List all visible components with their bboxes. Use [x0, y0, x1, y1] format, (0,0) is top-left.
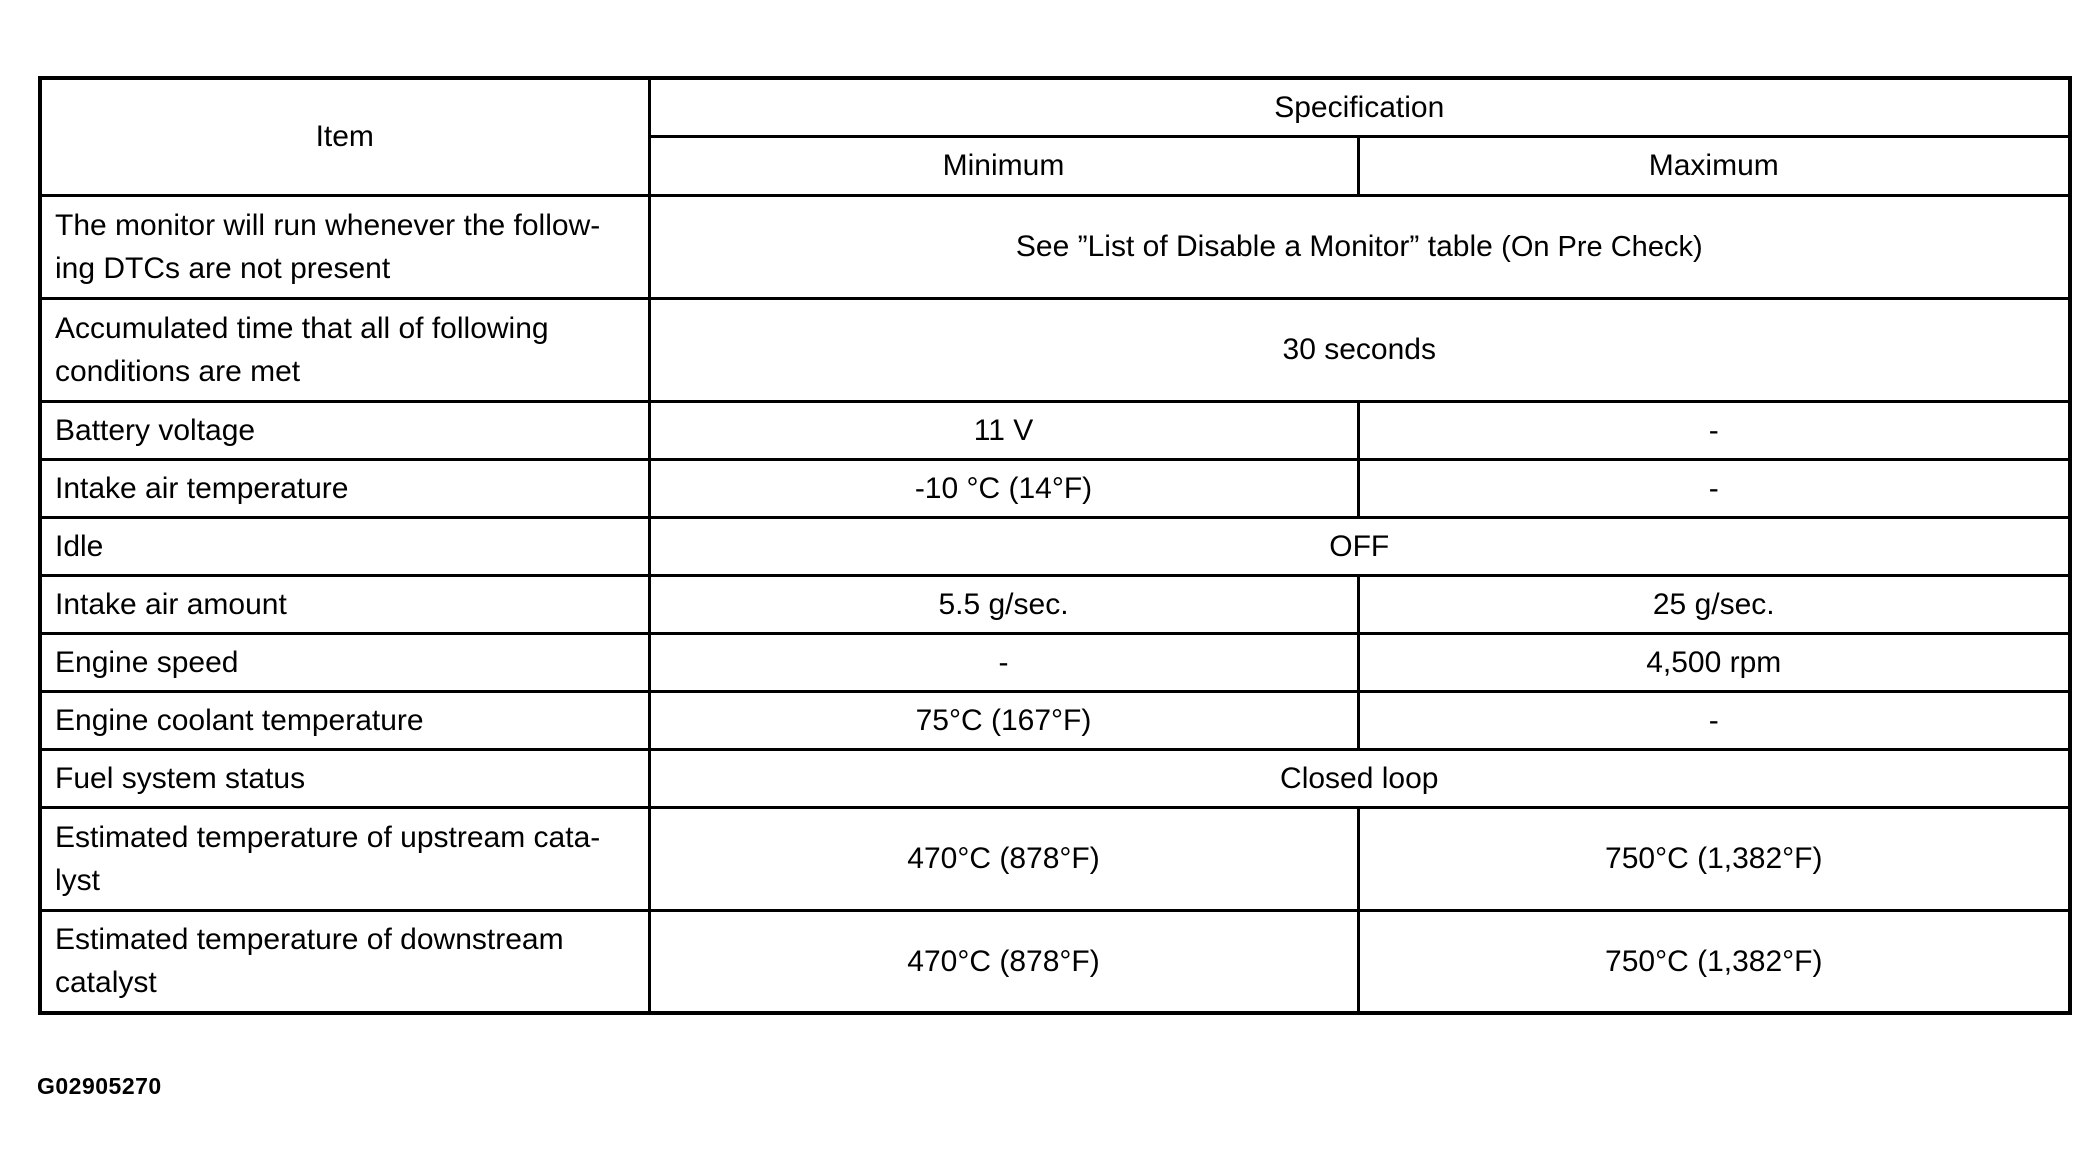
item-line: Estimated temperature of downstream — [55, 923, 564, 957]
item-cell — [40, 298, 649, 401]
table-row — [40, 401, 2070, 459]
minimum-value-cell: 470°C (878°F) — [649, 910, 1358, 1013]
minimum-value-cell: 5.5 g/sec. — [649, 575, 1358, 633]
maximum-value-cell: - — [1358, 401, 2070, 459]
item-cell: Fuel system status — [40, 749, 649, 807]
item-line: conditions are met — [55, 354, 301, 388]
table-row — [40, 749, 2070, 807]
value-suffix: (On Pre Check) — [1501, 230, 1703, 263]
merged-value-cell: 30 seconds — [649, 298, 2070, 401]
item-cell — [40, 195, 649, 298]
maximum-value-cell: 25 g/sec. — [1358, 575, 2070, 633]
table-row — [40, 195, 2070, 298]
maximum-value-cell: - — [1358, 691, 2070, 749]
table-row — [40, 459, 2070, 517]
merged-value-cell — [649, 195, 2070, 298]
item-cell — [40, 910, 649, 1013]
item-cell: Idle — [40, 517, 649, 575]
table-row — [40, 517, 2070, 575]
item-line: catalyst — [55, 966, 157, 1000]
header-row-1 — [40, 78, 2070, 136]
item-cell: Intake air amount — [40, 575, 649, 633]
table-row — [40, 633, 2070, 691]
value-text: See ”List of Disable a Monitor” table — [1015, 229, 1493, 263]
minimum-value-cell: - — [649, 633, 1358, 691]
item-cell: Engine speed — [40, 633, 649, 691]
figure-id: G02905270 — [37, 1073, 162, 1099]
item-line: The monitor will run whenever the follow- — [55, 208, 601, 242]
minimum-value-cell: 470°C (878°F) — [649, 807, 1358, 910]
maximum-value-cell: 4,500 rpm — [1358, 633, 2070, 691]
item-header: Item — [40, 78, 649, 195]
maximum-value-cell: 750°C (1,382°F) — [1358, 910, 2070, 1013]
minimum-header: Minimum — [649, 136, 1358, 195]
specification-header: Specification — [649, 78, 2070, 136]
table-row — [40, 691, 2070, 749]
table-row — [40, 298, 2070, 401]
item-line: Accumulated time that all of following — [55, 311, 549, 345]
maximum-header: Maximum — [1358, 136, 2070, 195]
item-line: lyst — [55, 863, 100, 897]
minimum-value-cell: 75°C (167°F) — [649, 691, 1358, 749]
maximum-value-cell: - — [1358, 459, 2070, 517]
minimum-value-cell: -10 °C (14°F) — [649, 459, 1358, 517]
table-row — [40, 910, 2070, 1013]
table-row — [40, 807, 2070, 910]
item-cell: Battery voltage — [40, 401, 649, 459]
table-row — [40, 575, 2070, 633]
maximum-value-cell: 750°C (1,382°F) — [1358, 807, 2070, 910]
merged-value-cell: OFF — [649, 517, 2070, 575]
item-cell: Engine coolant temperature — [40, 691, 649, 749]
merged-value-cell: Closed loop — [649, 749, 2070, 807]
item-line: ing DTCs are not present — [55, 251, 391, 285]
monitor-conditions-table — [38, 76, 2072, 1015]
item-cell — [40, 807, 649, 910]
item-line: Estimated temperature of upstream cata- — [55, 820, 601, 854]
minimum-value-cell: 11 V — [649, 401, 1358, 459]
item-cell: Intake air temperature — [40, 459, 649, 517]
